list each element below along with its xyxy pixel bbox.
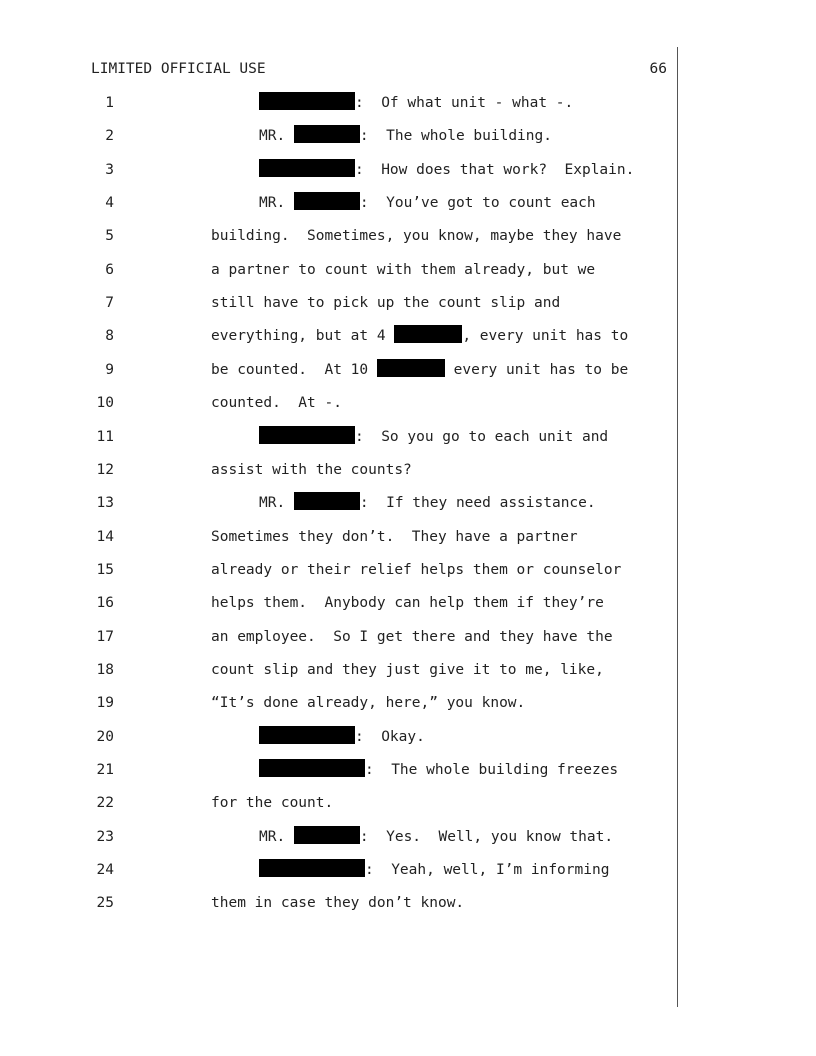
transcript-line	[0, 225, 816, 247]
line-text	[259, 759, 618, 781]
line-text	[259, 426, 608, 448]
line-body: assist with the counts?	[211, 461, 412, 478]
transcript-line	[0, 192, 816, 214]
line-body: : So you go to each unit and	[355, 428, 609, 445]
line-text	[211, 292, 560, 314]
transcript-line	[0, 626, 816, 648]
redaction-block	[259, 859, 365, 877]
speaker-prefix: MR.	[259, 828, 294, 845]
redaction-block	[394, 325, 462, 343]
line-body: : Okay.	[355, 728, 425, 745]
transcript-line	[0, 759, 816, 781]
transcript-line	[0, 92, 816, 114]
line-text	[211, 692, 525, 714]
line-number: 25	[96, 895, 114, 912]
line-text	[259, 826, 613, 848]
line-text	[211, 459, 412, 481]
line-number: 24	[96, 862, 114, 879]
transcript-line	[0, 659, 816, 681]
line-text	[211, 792, 333, 814]
line-number: 18	[96, 661, 114, 678]
line-number: 7	[105, 295, 114, 312]
transcript-line	[0, 592, 816, 614]
transcript-line	[0, 125, 816, 147]
line-number: 8	[105, 328, 114, 345]
line-text	[259, 726, 425, 748]
line-text	[259, 125, 552, 147]
line-body: them in case they don’t know.	[211, 895, 465, 912]
speaker-prefix: everything, but at 4	[211, 328, 395, 345]
redaction-block	[259, 759, 365, 777]
transcript-line	[0, 526, 816, 548]
line-text	[259, 192, 596, 214]
transcript-line	[0, 826, 816, 848]
line-number: 6	[105, 261, 114, 278]
transcript-line	[0, 259, 816, 281]
line-number: 4	[105, 195, 114, 212]
line-text	[211, 325, 628, 347]
line-number: 15	[96, 561, 114, 578]
line-body: : You’ve got to count each	[359, 195, 596, 212]
line-text	[259, 92, 573, 114]
redaction-block	[294, 826, 360, 844]
transcript-line	[0, 292, 816, 314]
transcript-line	[0, 159, 816, 181]
line-body: a partner to count with them already, but we	[211, 261, 596, 278]
line-body: still have to pick up the count slip and	[211, 295, 561, 312]
transcript-line	[0, 859, 816, 881]
line-number: 16	[96, 595, 114, 612]
line-number: 12	[96, 461, 114, 478]
speaker-prefix: MR.	[259, 195, 294, 212]
line-text	[211, 892, 464, 914]
line-number: 10	[96, 395, 114, 412]
transcript-line	[0, 892, 816, 914]
line-number: 23	[96, 828, 114, 845]
line-body: : Of what unit - what -.	[355, 95, 574, 111]
page-number: 66	[649, 61, 667, 77]
line-text	[211, 225, 621, 247]
line-body: : The whole building freezes	[365, 762, 619, 778]
line-text	[211, 659, 604, 681]
line-body: “It’s done already, here,” you know.	[211, 695, 526, 712]
redaction-block	[294, 125, 360, 143]
line-number: 17	[96, 628, 114, 645]
line-text	[211, 526, 578, 548]
line-body: count slip and they just give it to me, like,	[211, 661, 604, 678]
line-body: for the count.	[211, 795, 334, 812]
line-body: : How does that work? Explain.	[355, 161, 635, 178]
line-body: building. Sometimes, you know, maybe they have	[211, 228, 622, 245]
line-body: : The whole building.	[359, 128, 552, 145]
line-number: 21	[96, 762, 114, 778]
transcript-line	[0, 792, 816, 814]
line-body: an employee. So I get there and they have the	[211, 628, 613, 645]
transcript-line	[0, 559, 816, 581]
line-number: 14	[96, 528, 114, 545]
line-text	[211, 259, 595, 281]
line-number: 1	[105, 95, 114, 111]
line-text	[211, 626, 613, 648]
transcript-line	[0, 325, 816, 347]
line-body: Sometimes they don’t. They have a partner	[211, 528, 578, 545]
speaker-prefix: MR.	[259, 495, 294, 512]
transcript-line	[0, 426, 816, 448]
line-number: 11	[96, 428, 114, 445]
line-text	[211, 359, 628, 381]
transcript-line	[0, 359, 816, 381]
redaction-block	[259, 726, 355, 744]
transcript-line	[0, 692, 816, 714]
speaker-prefix: be counted. At 10	[211, 361, 377, 378]
line-number: 9	[105, 361, 114, 378]
transcript-line	[0, 492, 816, 514]
line-number: 19	[96, 695, 114, 712]
redaction-block	[377, 359, 445, 377]
line-body: every unit has to be	[444, 361, 629, 378]
line-text	[259, 859, 609, 881]
line-number: 13	[96, 495, 114, 512]
line-number: 5	[105, 228, 114, 245]
line-number: 2	[105, 128, 114, 145]
line-body: : Yes. Well, you know that.	[359, 828, 614, 845]
speaker-prefix: MR.	[259, 128, 294, 145]
line-body: counted. At -.	[211, 395, 342, 412]
line-body: already or their relief helps them or counselor	[211, 561, 622, 578]
line-body: helps them. Anybody can help them if they’re	[211, 595, 604, 612]
line-body: : Yeah, well, I’m informing	[365, 862, 610, 879]
line-number: 20	[96, 728, 114, 745]
redaction-block	[259, 159, 355, 177]
transcript-line	[0, 459, 816, 481]
line-body: , every unit has to	[462, 328, 629, 345]
classification-header: LIMITED OFFICIAL USE	[91, 61, 266, 77]
redaction-block	[259, 92, 355, 110]
line-text	[259, 159, 634, 181]
line-number: 22	[96, 795, 114, 812]
line-text	[211, 592, 604, 614]
transcript-line	[0, 726, 816, 748]
line-number: 3	[105, 161, 114, 178]
transcript-line	[0, 392, 816, 414]
line-text	[211, 559, 621, 581]
redaction-block	[294, 192, 360, 210]
line-text	[259, 492, 596, 514]
line-text	[211, 392, 342, 414]
redaction-block	[259, 426, 355, 444]
redaction-block	[294, 492, 360, 510]
line-body: : If they need assistance.	[359, 495, 596, 512]
